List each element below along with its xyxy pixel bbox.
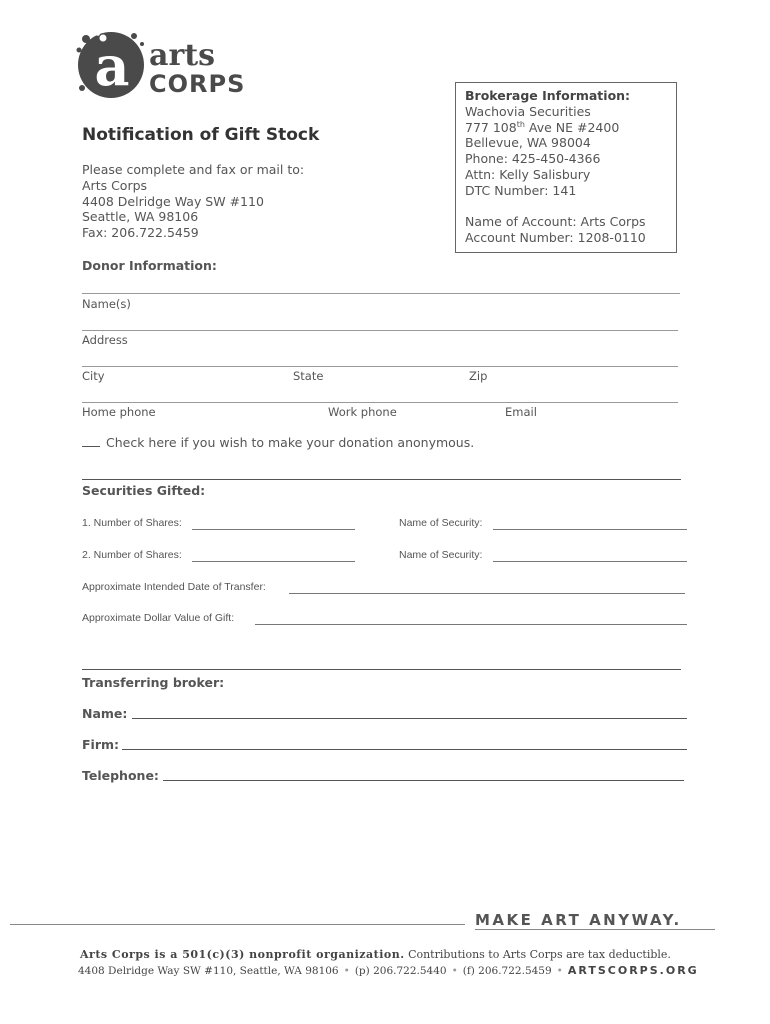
home-phone-label: Home phone: [82, 405, 156, 419]
security-2-field[interactable]: [493, 561, 687, 562]
broker-firm-label: Firm:: [82, 737, 120, 752]
zip-label: Zip: [469, 369, 488, 383]
logo-word-corps: CORPS: [149, 70, 246, 98]
broker-telephone-label: Telephone:: [82, 768, 159, 783]
footer-phone: (p) 206.722.5440: [354, 965, 447, 977]
bullet-icon: •: [343, 965, 350, 977]
work-phone-label: Work phone: [328, 405, 397, 419]
footer-org-bold: Arts Corps is a 501(c)(3) nonprofit organization.: [80, 948, 405, 961]
footer-website[interactable]: ARTSCORPS.ORG: [567, 964, 699, 977]
shares-2-field[interactable]: [192, 561, 355, 562]
brokerage-attn: Attn: Kelly Salisbury: [465, 166, 591, 182]
brokerage-account-name: Name of Account: Arts Corps: [465, 214, 646, 230]
names-label: Name(s): [82, 297, 131, 311]
address-label: Address: [82, 333, 128, 347]
footer-fax: (f) 206.722.5459: [462, 965, 552, 977]
anonymous-row: [82, 435, 474, 450]
shares-1-label: 1. Number of Shares:: [82, 517, 182, 529]
transferring-heading: Transferring broker:: [82, 675, 225, 690]
mail-to-intro: Please complete and fax or mail to:: [82, 162, 305, 177]
brokerage-firm: Wachovia Securities: [465, 103, 591, 119]
logo-letter: a: [94, 34, 130, 98]
broker-name-label: Name:: [82, 706, 128, 721]
mail-to-block: [82, 162, 304, 241]
anonymous-checkbox-blank[interactable]: [82, 435, 100, 447]
state-label: State: [293, 369, 324, 383]
security-2-label: Name of Security:: [399, 549, 483, 561]
form-title: Notification of Gift Stock: [82, 125, 320, 145]
section-divider-2: [82, 669, 681, 670]
bullet-icon: •: [451, 965, 458, 977]
mail-to-city: Seattle, WA 98106: [82, 209, 199, 225]
phones-email-line[interactable]: [82, 402, 678, 403]
brokerage-account-number: Account Number: 1208-0110: [465, 230, 646, 246]
mail-to-name: Arts Corps: [82, 177, 148, 193]
gift-value-field[interactable]: [255, 624, 687, 625]
brokerage-info-box: [455, 82, 677, 253]
shares-2-label: 2. Number of Shares:: [82, 549, 182, 561]
broker-name-field[interactable]: [132, 718, 687, 719]
brokerage-street: 777 108th Ave NE #2400: [465, 119, 620, 135]
mail-to-fax: Fax: 206.722.5459: [82, 225, 199, 241]
footer-org-note: Contributions to Arts Corps are tax deductible.: [408, 948, 671, 961]
brokerage-dtc: DTC Number: 141: [465, 182, 577, 198]
security-1-label: Name of Security:: [399, 517, 483, 529]
logo-word-arts: arts: [149, 38, 215, 73]
broker-firm-field[interactable]: [122, 749, 687, 750]
gift-value-label: Approximate Dollar Value of Gift:: [82, 612, 235, 624]
anonymous-label: Check here if you wish to make your donation anonymous.: [106, 435, 475, 450]
broker-telephone-field[interactable]: [163, 780, 684, 781]
names-line[interactable]: [82, 293, 680, 294]
address-line[interactable]: [82, 330, 678, 331]
section-divider-1: [82, 479, 681, 480]
shares-1-field[interactable]: [192, 529, 355, 530]
securities-heading: Securities Gifted:: [82, 483, 206, 498]
bullet-icon: •: [556, 965, 563, 977]
footer-org-line: [80, 948, 671, 961]
footer-tagline: MAKE ART ANYWAY.: [475, 911, 682, 929]
brokerage-heading: Brokerage Information:: [465, 88, 631, 103]
security-1-field[interactable]: [493, 529, 687, 530]
brokerage-phone: Phone: 425-450-4366: [465, 151, 601, 167]
transfer-date-field[interactable]: [289, 593, 685, 594]
footer-address: 4408 Delridge Way SW #110, Seattle, WA 98106: [78, 965, 339, 977]
footer-rule: [10, 924, 465, 925]
footer-contact-line: [78, 964, 699, 977]
transfer-date-label: Approximate Intended Date of Transfer:: [82, 581, 266, 593]
tagline-underline: [475, 929, 715, 930]
brokerage-city: Bellevue, WA 98004: [465, 135, 591, 151]
mail-to-street: 4408 Delridge Way SW #110: [82, 193, 264, 209]
arts-corps-logo: [76, 30, 276, 110]
city-state-zip-line[interactable]: [82, 366, 678, 367]
email-label: Email: [505, 405, 537, 419]
donor-heading: Donor Information:: [82, 258, 217, 273]
city-label: City: [82, 369, 105, 383]
